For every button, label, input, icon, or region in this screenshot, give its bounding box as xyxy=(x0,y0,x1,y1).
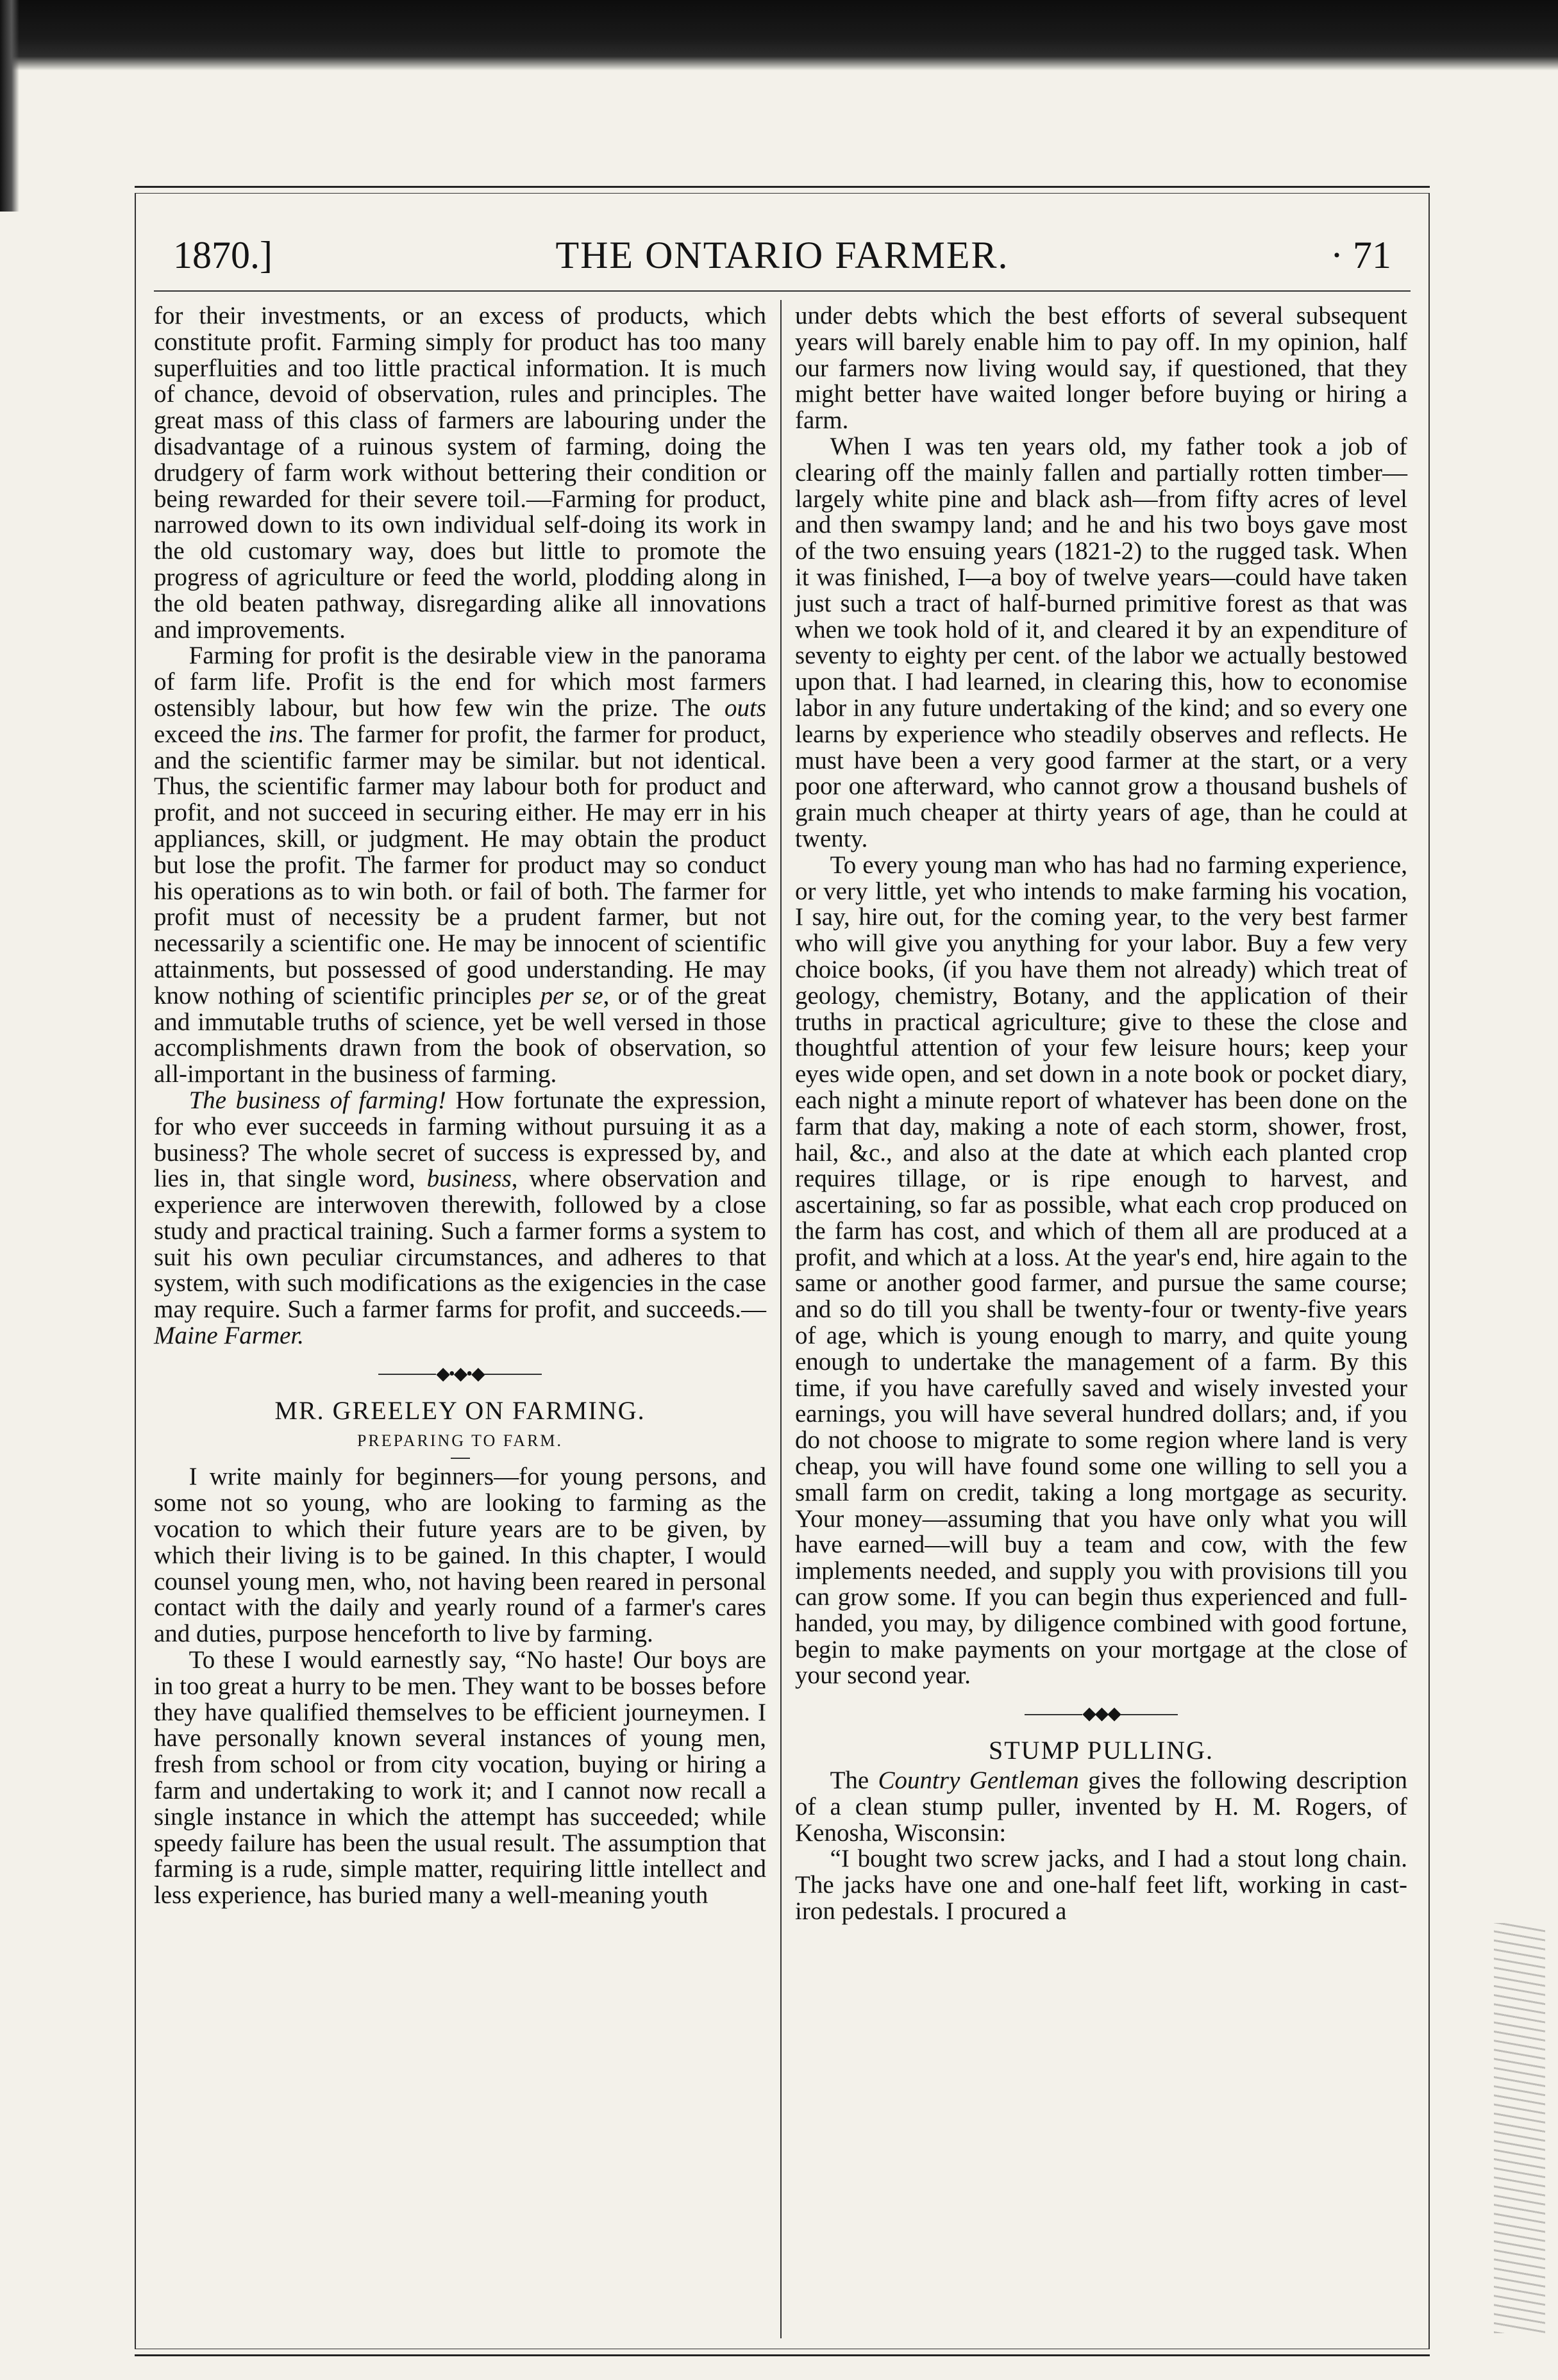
header-year: 1870.] xyxy=(173,234,272,276)
scan-border-top xyxy=(0,0,1558,71)
section-ornament-2: ◆◆◆ xyxy=(795,1701,1407,1727)
section-title-stump-pulling: STUMP PULLING. xyxy=(989,1736,1214,1765)
section-title-greeley: MR. GREELEY ON FARMING. xyxy=(274,1395,646,1425)
left-paragraph-2: Farming for profit is the desirable view in the panorama of farm life. Profit is the end for which most farmers ostensibly labour, but how few win the prize. The outs exceed the ins. The farmer for profit, the farmer for product, and the scientific farmer may be similar. but not identical. Thus, the scientific farmer may labour both for product and profit, and not succeed in securing either. He may err in his appliances, skill, or judgment. He may obtain the product but lose the profit. The farmer for product may so conduct his operations as to win both. or fail of both. The farmer for profit must of necessity be a prudent farmer, but not necessarily a scientific one. He may be innocent of scientific attainments, but possessed of good understanding. He may know nothing of scientific principles per se, or of the great and immutable truths of science, yet be well versed in those accomplishments drawn from the book of observation, so all-important in the business of farming. xyxy=(154,642,766,1088)
right-paragraph-5: “I bought two screw jacks, and I had a stout long chain. The jacks have one and one-half feet lift, working in cast-iron pedestals. I procured a xyxy=(795,1845,1407,1925)
right-paragraph-4: The Country Gentleman gives the following description of a clean stump puller, invented by H. M. Rogers, of Kenosha, Wisconsin: xyxy=(795,1767,1407,1847)
left-paragraph-5: To these I would earnestly say, “No haste! Our boys are in too great a hurry to be men. They want to be bosses before they have qualified themselves to be efficient journeymen. I have personally known several instances of young men, fresh from school or from city vocation, buying or hiring a farm and undertaking to work it; and I cannot now recall a single instance in which the attempt has succeeded; while speedy failure has been the usual result. The assumption that farming is a rude, simple matter, requiring little intellect and less experience, has buried many a well-meaning youth xyxy=(154,1646,766,1910)
right-paragraph-2: When I was ten years old, my father took a job of clearing off the mainly fallen and partially rotten timber—largely white pine and black ash—from fifty acres of level and then swampy land; and he and his two boys gave most of the two ensuing years (1821-2) to the rugged task. When it was finished, I—a boy of twelve years—could have taken just such a tract of half-burned primitive forest as that was when we took hold of it, and cleared it by an expenditure of seventy to eighty per cent. of the labor we actually bestowed upon that. I had learned, in clearing this, how to economise labor in any future undertaking of the kind; and so every one learns by experience who steadily observes and reflects. He must have been a very good farmer at the start, or a very poor one afterward, who cannot grow a thousand bushels of grain much cheaper at thirty years of age, than he could at twenty. xyxy=(795,432,1407,853)
header-rule xyxy=(154,290,1411,292)
scan-border-left xyxy=(0,0,19,212)
right-paragraph-3: To every young man who has had no farming experience, or very little, yet who intends to make farming his vocation, I say, hire out, for the coming year, to the very best farmer who will give you anything for your labor. Buy a few very choice books, (if you have them not already) which treat of geology, chemistry, Botany, and the application of their truths in practical agriculture; give to these the close and thoughtful attention of your few leisure hours; keep your eyes wide open, and set down in a note book or pocket diary, each night a minute report of whatever has been done on the farm that day, making a note of each storm, shower, frost, hail, &c., and also at the date at which each planted crop requires tillage, or is ripe enough to harvest, and ascertaining, so far as possible, what each crop produced on the farm has cost, and which of them all are produced at a profit, and which at a loss. At the year's end, hire again to the same or another good farmer, and pursue the same course; and so do till you shall be twenty-four or twenty-five years of age, which is young enough to marry, and quite young enough to undertake the management of a farm. By this time, if you have carefully saved and wisely invested your earnings, you will have several hundred dollars; and, if you do not choose to migrate to some region where land is very cheap, you will have found some one willing to sell you a small farm on credit, taking a long mortgage as security. Your money—assuming that you have only what you will have earned—will buy a team and cow, with the few implements needed, and supply you with provisions till you can grow some. If you can begin thus experienced and full-handed, you may, by diligence combined with good fortune, begin to make payments on your mortgage at the close of your second year. xyxy=(795,851,1407,1690)
left-column xyxy=(154,303,766,1909)
left-paragraph-4: I write mainly for beginners—for young persons, and some not so young, who are looking to farming as the vocation to which their future years are to be given, by which their living is to be gained. In this chapter, I would counsel young men, who, not having been reared in personal contact with the daily and yearly round of a farmer's cares and duties, purpose henceforth to live by farming. xyxy=(154,1463,766,1648)
subtitle-dash xyxy=(451,1458,470,1459)
left-paragraph-1: for their investments, or an excess of products, which constitute profit. Farming simply for product has too many superfluities and too little practical information. It is much of chance, devoid of observation, rules and principles. The great mass of this class of farmers are labouring under the disadvantage of a ruinous system of farming, doing the drudgery of farm work without bettering their condition or being rewarded for their severe toil.—Farming for product, narrowed down to its own individual self-doing its work in the old customary way, does but little to promote the progress of agriculture or feed the world, plodding along in the old beaten pathway, disregarding alike all innovations and improvements. xyxy=(154,302,766,644)
right-column xyxy=(795,303,1407,1925)
left-paragraph-3: The business of farming! How fortunate the expression, for who ever succeeds in farming without pursuing it as a business? The whole secret of success is expressed by, and lies in, that single word, business, where observation and experience are interwoven therewith, followed by a close study and practical training. Such a farmer forms a system to suit his own peculiar circumstances, and adheres to that system, with such modifications as the exigencies in the case may require. Such a farmer farms for profit, and succeeds.—Maine Farmer. xyxy=(154,1086,767,1350)
column-divider xyxy=(780,300,782,2338)
running-header xyxy=(173,226,1391,284)
section-subtitle-preparing: PREPARING TO FARM. xyxy=(356,1431,564,1450)
scan-speckle-right xyxy=(1494,1923,1545,2333)
page-frame xyxy=(135,186,1430,2356)
section-ornament: ◆•◆•◆ xyxy=(154,1361,766,1388)
right-paragraph-1: under debts which the best efforts of several subsequent years will barely enable him to pay off. In my opinion, half our farmers now living would say, if questioned, that they might better have waited longer before buying or hiring a farm. xyxy=(795,302,1407,435)
header-page-number: · 71 xyxy=(1330,234,1391,276)
header-title: THE ONTARIO FARMER. xyxy=(555,234,1009,276)
